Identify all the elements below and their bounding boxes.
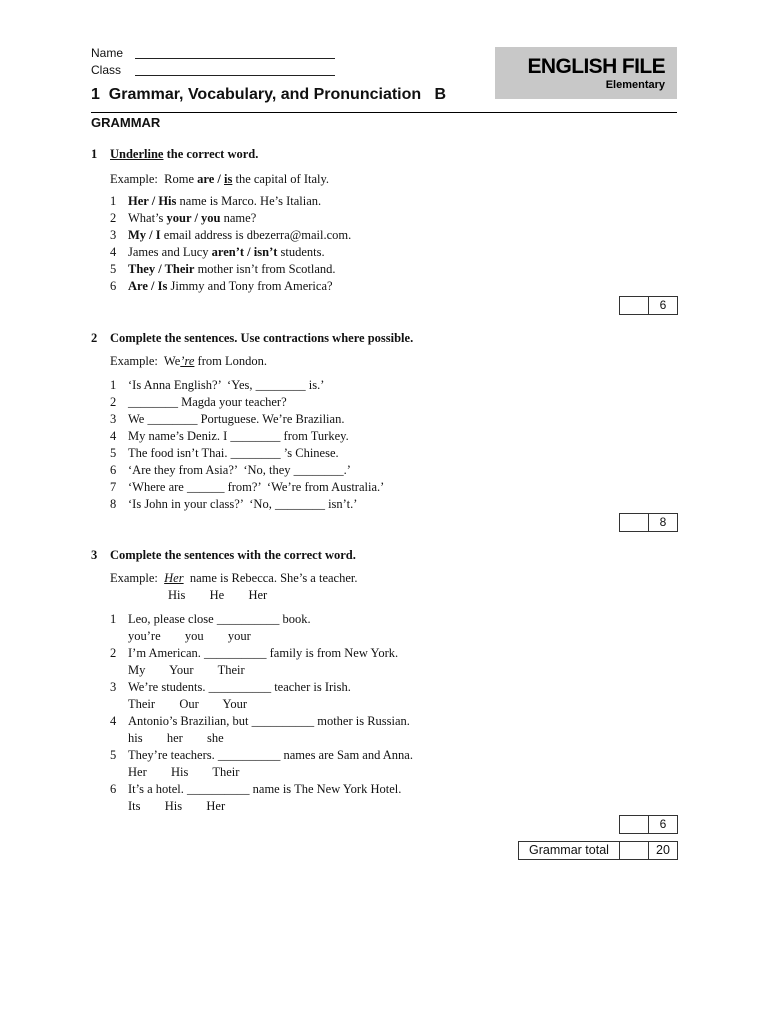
item-text: It’s a hotel. __________ name is The New York Hotel. <box>128 782 402 796</box>
grammar-total-max: 20 <box>656 843 670 857</box>
item-choice[interactable]: They / Their <box>128 262 195 276</box>
list-item[interactable] <box>110 612 311 627</box>
example-prefix: Example: Rome <box>110 172 198 186</box>
exercise-number: 2 <box>91 331 98 345</box>
item-text: ‘Where are ______ from?’ ‘We’re from Australia.’ <box>128 480 385 494</box>
item-text: I’m American. __________ family is from New York. <box>128 646 399 660</box>
item-text: name is Marco. He’s Italian. <box>176 194 322 208</box>
item-text: We ________ Portuguese. We’re Brazilian. <box>128 412 345 426</box>
item-text: James and Lucy <box>128 245 212 259</box>
title-divider <box>91 112 677 113</box>
example-line <box>110 354 267 369</box>
grammar-total-input[interactable] <box>620 842 649 859</box>
score-input[interactable] <box>620 514 649 531</box>
item-text: Leo, please close __________ book. <box>128 612 311 626</box>
item-options: My Your Their <box>128 663 245 677</box>
student-info-fields <box>91 45 335 79</box>
list-item[interactable] <box>110 646 398 661</box>
list-item <box>110 262 336 277</box>
item-options: Its His Her <box>128 799 226 813</box>
example-prefix: Example: We <box>110 354 181 368</box>
list-item[interactable] <box>110 497 357 512</box>
item-number: 6 <box>110 463 117 477</box>
item-number: 4 <box>110 714 117 728</box>
item-options: you’re you your <box>128 629 251 643</box>
item-number: 3 <box>110 412 117 426</box>
item-text: My name’s Deniz. I ________ from Turkey. <box>128 429 349 443</box>
list-item <box>110 245 325 260</box>
item-choice[interactable]: My / I <box>128 228 161 242</box>
item-text: ‘Are they from Asia?’ ‘No, they ________.’ <box>128 463 351 477</box>
name-field-row <box>91 45 335 62</box>
list-item[interactable] <box>110 463 351 478</box>
score-box <box>619 815 678 834</box>
test-title: 1 Grammar, Vocabulary, and Pronunciation B <box>91 86 447 103</box>
exercise-number: 3 <box>91 548 98 562</box>
exercise-instruction: Complete the sentences. Use contractions where possible. <box>110 331 414 345</box>
item-options: Their Our Your <box>128 697 247 711</box>
item-text: The food isn’t Thai. ________ ’s Chinese. <box>128 446 339 460</box>
item-number: 3 <box>110 228 117 242</box>
item-options: his her she <box>128 731 224 745</box>
item-number: 5 <box>110 748 117 762</box>
item-choice[interactable]: Are / Is <box>128 279 168 293</box>
item-number: 2 <box>110 646 117 660</box>
item-number: 6 <box>110 782 117 796</box>
class-blank[interactable] <box>135 63 335 76</box>
name-blank[interactable] <box>135 46 335 59</box>
instruction-text: the correct word. <box>163 147 259 161</box>
list-item <box>110 211 256 226</box>
item-number: 5 <box>110 262 117 276</box>
grammar-total-box <box>518 841 678 860</box>
class-field-row <box>91 62 335 79</box>
list-item[interactable] <box>110 429 349 444</box>
score-input[interactable] <box>620 297 649 314</box>
score-max: 6 <box>659 817 667 831</box>
score-max: 6 <box>659 298 667 312</box>
list-item[interactable] <box>110 782 401 797</box>
item-text: They’re teachers. __________ names are Sam and Anna. <box>128 748 413 762</box>
item-number: 4 <box>110 245 117 259</box>
item-number: 6 <box>110 279 117 293</box>
item-text: ‘Is John in your class?’ ‘No, ________ isn’t.’ <box>128 497 358 511</box>
item-text: ________ Magda your teacher? <box>128 395 287 409</box>
score-box <box>619 513 678 532</box>
example-options: His He Her <box>168 588 268 602</box>
example-answer: is <box>224 172 233 186</box>
item-text: Jimmy and Tony from America? <box>167 279 333 293</box>
list-item[interactable] <box>110 395 287 410</box>
item-text: We’re students. __________ teacher is Irish. <box>128 680 351 694</box>
exercise-instruction: Complete the sentences with the correct word. <box>110 548 356 562</box>
item-number: 1 <box>110 612 117 626</box>
item-number: 1 <box>110 194 117 208</box>
item-number: 2 <box>110 395 117 409</box>
list-item <box>110 228 351 243</box>
example-line <box>110 571 358 586</box>
item-number: 4 <box>110 429 117 443</box>
class-label: Class <box>91 63 122 77</box>
score-box <box>619 296 678 315</box>
brand-subtitle: Elementary <box>605 79 665 91</box>
example-answer: Her <box>164 571 184 585</box>
list-item[interactable] <box>110 480 384 495</box>
example-slash: / <box>214 172 224 186</box>
instruction-keyword: Underline <box>110 147 164 161</box>
example-option: are <box>197 172 215 186</box>
list-item[interactable] <box>110 446 339 461</box>
list-item[interactable] <box>110 714 410 729</box>
item-text: Antonio’s Brazilian, but __________ mother is Russian. <box>128 714 410 728</box>
score-input[interactable] <box>620 816 649 833</box>
list-item[interactable] <box>110 412 344 427</box>
item-number: 3 <box>110 680 117 694</box>
item-text: mother isn’t from Scotland. <box>194 262 336 276</box>
example-answer: ’re <box>180 354 195 368</box>
list-item <box>110 279 333 294</box>
item-text: students. <box>277 245 325 259</box>
item-choice[interactable]: aren’t / isn’t <box>211 245 278 259</box>
exercise-instruction <box>110 147 258 162</box>
list-item[interactable] <box>110 680 351 695</box>
example-prefix: Example: <box>110 571 165 585</box>
item-number: 1 <box>110 378 117 392</box>
list-item[interactable] <box>110 748 413 763</box>
exercise-number: 1 <box>91 147 98 161</box>
item-number: 2 <box>110 211 117 225</box>
brand-logo <box>495 47 677 99</box>
item-text: name? <box>220 211 257 225</box>
item-text: ‘Is Anna English?’ ‘Yes, ________ is.’ <box>128 378 325 392</box>
section-heading: GRAMMAR <box>91 115 161 130</box>
item-number: 7 <box>110 480 117 494</box>
item-number: 8 <box>110 497 117 511</box>
example-suffix: the capital of Italy. <box>232 172 330 186</box>
item-text: What’s <box>128 211 167 225</box>
score-max: 8 <box>659 515 667 529</box>
list-item <box>110 194 321 209</box>
list-item[interactable] <box>110 378 324 393</box>
item-text: email address is dbezerra@mail.com. <box>160 228 352 242</box>
example-line <box>110 172 329 187</box>
item-choice[interactable]: your / you <box>166 211 221 225</box>
brand-title: ENGLISH FILE <box>527 55 665 78</box>
name-label: Name <box>91 46 124 60</box>
item-choice[interactable]: Her / His <box>128 194 177 208</box>
example-suffix: name is Rebecca. She’s a teacher. <box>183 571 358 585</box>
example-suffix: from London. <box>194 354 267 368</box>
item-options: Her His Their <box>128 765 240 779</box>
grammar-total-label: Grammar total <box>519 842 620 859</box>
item-number: 5 <box>110 446 117 460</box>
